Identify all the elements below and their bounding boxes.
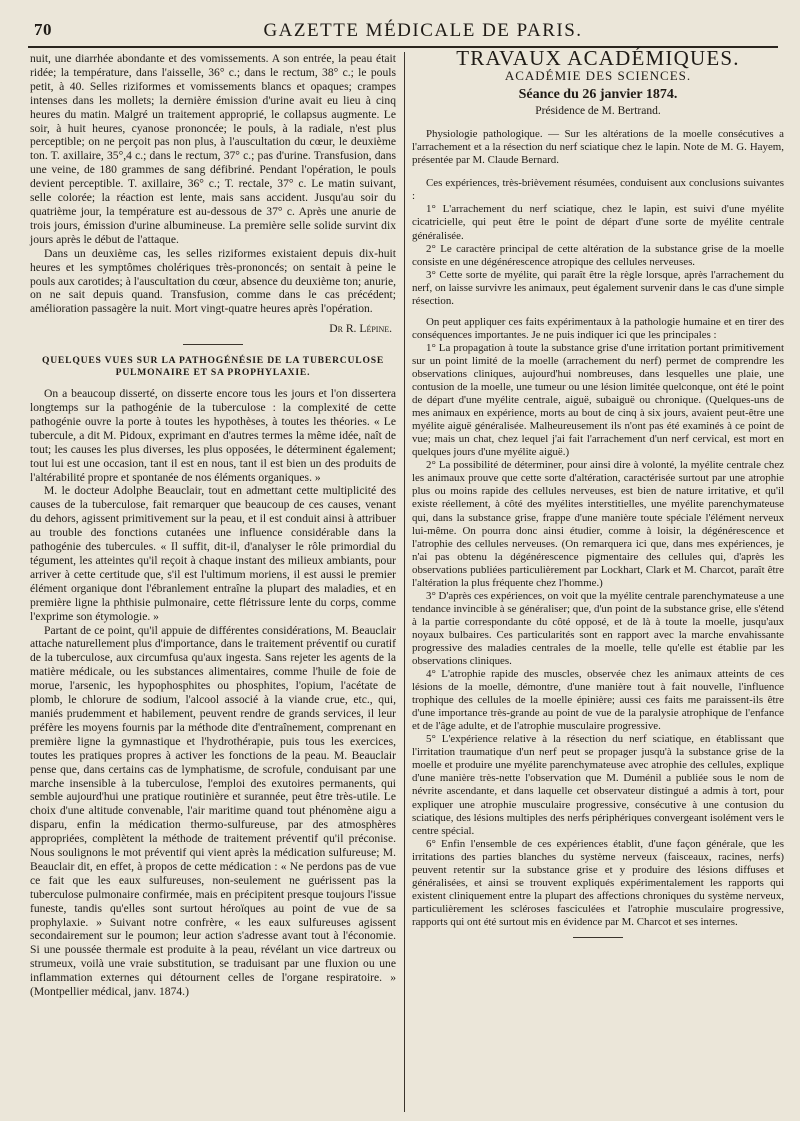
paragraph: On peut appliquer ces faits expérimentaux à la pathologie humaine et en tirer des conséquences importantes. Je ne puis indiquer ici que les principales : <box>412 315 784 341</box>
paragraph: 3° Cette sorte de myélite, qui paraît être la règle lorsque, après l'arrachement du nerf, on laisse survivre les animaux, peut également survenir dans le cas d'une simple résection. <box>412 268 784 307</box>
session-presidence: Présidence de M. Bertrand. <box>535 105 661 118</box>
paragraph: 3° D'après ces expériences, on voit que la myélite centrale parenchymateuse a une tendance invincible à se généraliser; que, d'un point de la substance grise, elle s'étend à la partie correspondante du côté opposé, et de là à toute la moelle, jusqu'aux noyaux bulbaires. Ces particularités sont en rapport avec la marche envahissante progressive des maladies centrales de la moelle, telle qu'elle est établie par les observations cliniques. <box>412 589 784 668</box>
page-header <box>28 14 778 44</box>
right-column <box>412 46 784 938</box>
session-date: Séance du 26 janvier 1874. <box>518 87 678 103</box>
paragraph: 5° L'expérience relative à la résection du nerf sciatique, en établissant que l'irritation traumatique d'un nerf peut se propager jusqu'à la substance grise de la moelle et produire une myélite parenchymateuse avec atrophie des cellules, explique d'une manière très-nette l'observation que M. Duménil a publiée sous le nom de névrite ascendante, et dans laquelle cet observateur distingué a admis à tort, pour expliquer une atrophie musculaire progressive, consécutive à une contusion du sciatique, des lésions multiples des nerfs périphériques convergeant isolément vers le centre spécial. <box>412 733 784 837</box>
signature: Dr R. Lépine. <box>329 322 392 336</box>
paragraph: M. le docteur Adolphe Beauclair, tout en admettant cette multiplicité des causes de la tuberculose, fait remarquer que beaucoup de ces causes, venant du dehors, agissent primitivement sur la peau, et il est conduit ainsi à attribuer au trouble des fonctions cutanées une influence considérable dans la pathogénie des tubercules. « Il suffit, dit-il, d'analyser le rôle primordial du tégument, les atteintes qu'il reçoit à chaque instant des milieux ambiants, pour arriver à cette certitude que, s'il est l'ultimum moriens, il est aussi le premier élément organique dont l'ébranlement entraîne la plupart des maladies, et en première ligne la phthisie pulmonaire, cette flétrissure lente du corps, comme l'exprime son étymologie. » <box>30 484 396 623</box>
journal-title: GAZETTE MÉDICALE DE PARIS. <box>263 20 583 41</box>
note-heading: Physiologie pathologique. — Sur les altérations de la moelle consécutives a l'arrachement et a la résection du nerf sciatique chez le lapin. Note de M. G. Hayem, présentée par M. Claude Bernard. <box>412 128 784 167</box>
paragraph: On a beaucoup disserté, on disserte encore tous les jours et l'on disserterа longtemps sur la pathogénie de la tuberculose : la complexité de cette pathogénie ouvre la porte à toutes les hypothèses, à toutes les théories. « Le tubercule, a dit M. Pidoux, exprimant en d'autres termes la même idée, naît de tout; les causes les plus diverses, les plus opposées, le déterminent également; tout lui est une occasion, tant il est en nous, tant il est bien un des produits de l'altérabilité propre et spontanée de nos éléments organiques. » <box>30 387 396 484</box>
article-title: QUELQUES VUES SUR LA PATHOGÉNÉSIE DE LA TUBERCULOSE PULMONAIRE ET SA PROPHYLAXIE. <box>41 355 385 379</box>
section-subtitle: ACADÉMIE DES SCIENCES. <box>504 68 692 84</box>
column-divider <box>404 52 405 1112</box>
paragraph: 2° Le caractère principal de cette altération de la substance grise de la moelle consiste en une dégénérescence atropique des cellules nerveuses. <box>412 242 784 268</box>
paragraph: 4° L'atrophie rapide des muscles, observée chez les animaux atteints de ces lésions de la moelle, démontre, d'une manière tout à fait nouvelle, l'influence trophique des cellules de la moelle épinière; aussi ces faits me paraissent-ils être d'une importance très-grande au point de vue de la paralysie atrophique de l'enfance et de l'âge adulte, et de l'atrophie musculaire progressive. <box>412 668 784 733</box>
paragraph: nuit, une diarrhée abondante et des vomissements. A son entrée, la peau était ridée; la température, dans l'aisselle, 36° c.; dans le rectum, 38° c.; le pouls petit, à 40. Selles riziformes et vomissements blancs et opaques; crampes intenses dans les mollets; la dernière émission d'urine avait eu lieu à cinq heures du matin. Malgré un traitement approprié, le collapsus augmente. Le soir, à huit heures, cyanose prononcée; le pouls, à la radiale, n'est plus perceptible; on ne perçoit pas non plus, à l'auscultation du cœur, le deuxième ton. T. axillaire, 35°,4 c.; dans le rectum, 37° c.; pas d'urine. Transfusion, dans une veine, de 180 grammes de sang défibriné. Pendant l'opération, le pouls devient perceptible. T. axillaire, 36° c.; T. rectale, 37° c. Le matin suivant, selle colorée; la réaction est lente, mais sans accident. Jusqu'au soir du quatrième jour, la température est au-dessous de 37° c. Après une anurie de trois jours, émission d'urine albumineuse. La première selle solide survint dix jours après le début de l'attaque. <box>30 52 396 246</box>
spacer <box>412 308 784 316</box>
paragraph: Partant de ce point, qu'il appuie de différentes considérations, M. Beauclair attache naturellement plus d'importance, dans le traitement préventif ou curatif de la tuberculose, aux circumfusa qu'aux ingesta. Sans rejeter les agents de la matière médicale, ou les substances alimentaires, comme l'huile de foie de morue, l'arsenic, les hypophosphites ou phosphites, l'opium, l'acétate de plomb, le chlorure de sodium, l'alcool associé à la viande crue, etc., qui, maniés prudemment et habilement, peuvent rendre de grands services, il leur préfère les moyens fournis par la méthode dite d'entraînement, comprenant en première ligne la gymnastique et l'hydrothérapie, puis tous les exercices, toutes les pratiques propres à activer les fonctions de la peau. M. Beauclair pense que, dans certains cas de lymphatisme, de scrofule, conduisant par une marche insensible à la tuberculose, l'emploi des exutoires permanents, qui semble aujourd'hui une pratique routinière et surannée, peut être très-utile. Le choix d'une altitude convenable, l'air maritime quand tout phénomène aigu a disparu, enfin la médication thermo-sulfureuse, par des atmosphères appropriées, complètent la méthode de traitement préventif qu'il préconise. Nous soulignons le mot préventif qui vient après la médication sulfureuse; M. Beauclair dit, en effet, à propos de cette médication : « Ne perdons pas de vue ce fait que les eaux sulfureuses, non-seulement ne guérissent pas la tuberculose pulmonaire confirmée, mais en précipitent presque toujours l'issue funeste, tandis qu'elles sont surtout héroïques au point de vue de sa prophylaxie. » Suivant notre confrère, « les eaux sulfureuses agissent secondairement sur le poumon; leur action s'adresse avant tout à l'économie. Si une poussée thermale est produite à la peau, révélant un vice dartreux ou strumeux, voilà une vraie substitution, se traduisant par une fluxion ou une inflammation externes qui détournent celles de l'organe respiratoire. » (Montpellier médical, janv. 1874.) <box>30 623 396 999</box>
paragraph: Ces expériences, très-brièvement résumées, conduisent aux conclusions suivantes : <box>412 177 784 203</box>
separator <box>573 937 623 938</box>
paragraph: 6° Enfin l'ensemble de ces expériences établit, d'une façon générale, que les irritations des parties blanches du système nerveux (faisceaux, racines, nerfs) peuvent retentir sur la substance grise et y produire des lésions diffuses et généralisées, et ainsi se trouvent expliqués expérimentalement les rapports qui existent cliniquement entre la plupart des affections chroniques du système nerveux, particulièrement les scléroses fasciculées et l'atrophie musculaire progressive, rapports qui ont été surtout mis en évidence par M. Charcot et ses internes. <box>412 837 784 928</box>
page-number: 70 <box>34 20 52 39</box>
paragraph: 2° La possibilité de déterminer, pour ainsi dire à volonté, la myélite centrale chez les animaux prouve que cette sorte d'altération, caractérisée surtout par une atrophie plus ou moins rapide des cellules nerveuses, est bien de nature irritative, et qu'il existe réellement, à côté des myélites interstitielles, une myélite parenchymateuse qui, dans la substance grise, frappe d'une manière toute spéciale l'élément nerveux lui-même. On pourra donc ainsi étudier, comme à loisir, la dégénérescence et l'atrophie des cellules nerveuses. (On remarquera ici que, dans mes expériences, je n'ai pas obtenu la dégénérescence pigmentaire des cellules qui, d'après les observations publiées particulièrement par Lockhart, Clark et M. Charcot, paraît être l'altération la plus fréquente chez l'homme.) <box>412 459 784 589</box>
paragraph: 1° L'arrachement du nerf sciatique, chez le lapin, est suivi d'une myélite cicatricielle, qui peut être le point de départ d'une sorte de myélite centrale généralisée. <box>412 203 784 242</box>
section-title: TRAVAUX ACADÉMIQUES. <box>456 46 740 70</box>
paragraph: 1° La propagation à toute la substance grise d'une irritation portant primitivement sur un point limité de la moelle (arrachement du nerf) permet de comprendre les observations cliniques, aujourd'hui nombreuses, dans lesquelles une plaie, une contusion de la moelle, une tumeur ou une lésion limitée quelconque, ont été le point de départ d'une myélite centrale, aiguë, subaiguë ou chronique. (Quelques-uns de mes animaux en expérience, morts au bout de cinq à six jours, avaient peut-être une myélite aiguë généralisée. Malheureusement ils n'ont pas été examinés à ce point de vue; mais un chat, chez lequel j'ai fait l'arrachement d'un nerf cervical, est mort en quelques jours d'une myélite aiguë.) <box>412 341 784 459</box>
left-column <box>30 52 396 999</box>
paragraph: Dans un deuxième cas, les selles riziformes existaient depuis dix-huit heures et les symptômes cholériques très-prononcés; on sentait à peine le pouls aux carotides; à l'auscultation du cœur, absence du deuxième ton; anurie, on ne sait depuis quand. Transfusion, comme dans le cas précédent; amélioration passagère la nuit. Mort vingt-quatre heures après l'opération. <box>30 246 396 316</box>
separator <box>183 344 243 345</box>
